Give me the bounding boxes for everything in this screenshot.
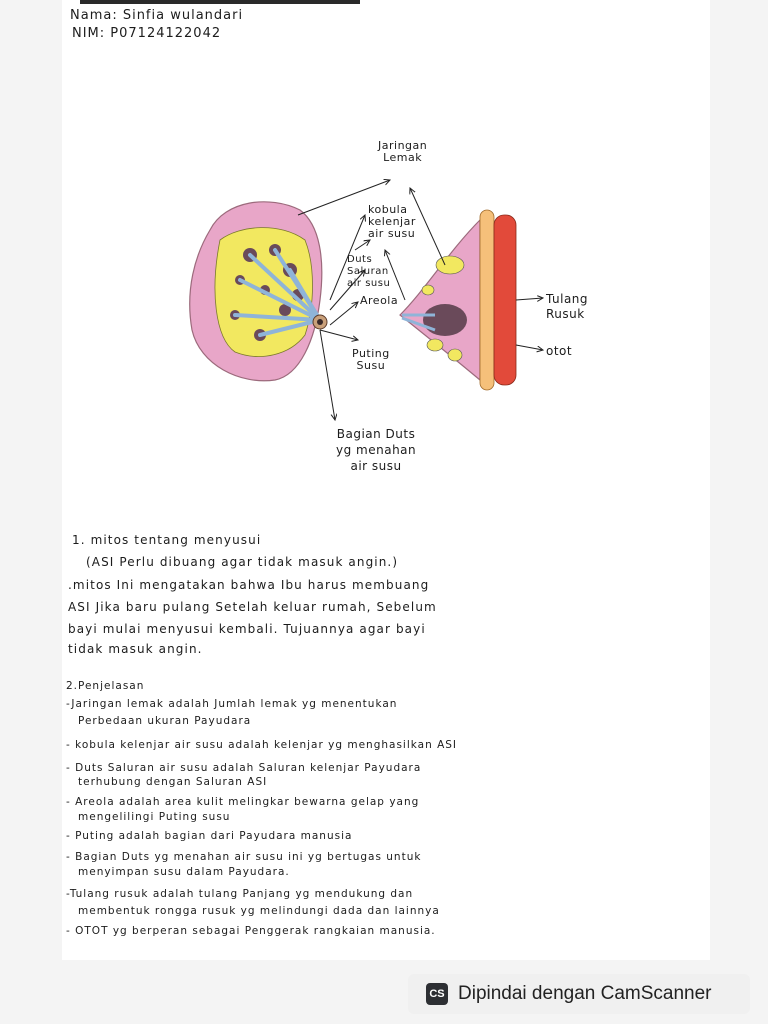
section2-heading: 2.Penjelasan	[66, 680, 145, 692]
section2-line: -Tulang rusuk adalah tulang Panjang yg mendukung dan	[66, 888, 414, 900]
section2-line: membentuk rongga rusuk yg melindungi dada dan lainnya	[78, 905, 440, 917]
label-jaringan-lemak: Jaringan Lemak	[378, 139, 428, 164]
label-areola: Areola	[360, 294, 399, 307]
section1-line: tidak masuk angin.	[68, 642, 203, 656]
section2-line: - OTOT yg berperan sebagai Penggerak rangkaian manusia.	[66, 925, 436, 937]
rib-band	[494, 215, 516, 385]
nim-line: NIM: P07124122042	[72, 26, 222, 41]
label-duts: Duts Saluran air susu	[347, 254, 391, 289]
section2-line: - Puting adalah bagian dari Payudara manusia	[66, 830, 353, 842]
page-top-edge	[80, 0, 360, 4]
name-line: Nama: Sinfia wulandari	[70, 8, 244, 23]
section2-line: - Areola adalah area kulit melingkar bewarna gelap yang	[66, 796, 420, 808]
section1-heading: 1. mitos tentang menyusui	[72, 533, 262, 547]
section1-line: bayi mulai menyusui kembali. Tujuannya agar bayi	[68, 622, 426, 636]
label-otot: otot	[546, 344, 573, 358]
section2-line: - Bagian Duts yg menahan air susu ini yg bertugas untuk	[66, 851, 422, 863]
camscanner-badge	[408, 974, 750, 1014]
side-view-breast	[400, 210, 516, 390]
front-view-breast	[190, 202, 327, 381]
section2-line: Perbedaan ukuran Payudara	[78, 715, 252, 727]
section1-line: ASI Jika baru pulang Setelah keluar rumah, Sebelum	[68, 600, 437, 614]
camscanner-text: Dipindai dengan CamScanner	[458, 983, 712, 1004]
muscle-band	[480, 210, 494, 390]
camscanner-logo-icon: CS	[426, 983, 448, 1005]
section2-line: menyimpan susu dalam Payudara.	[78, 866, 290, 878]
section2-line: mengelilingi Puting susu	[78, 811, 231, 823]
label-puting: Puting Susu	[352, 347, 390, 372]
label-tulang-rusuk: Tulang Rusuk	[546, 292, 589, 321]
section2-line: - kobula kelenjar air susu adalah kelenjar yg menghasilkan ASI	[66, 739, 458, 751]
section1-quote: (ASI Perlu dibuang agar tidak masuk angin.)	[86, 555, 399, 569]
section2-line: terhubung dengan Saluran ASI	[78, 776, 268, 788]
section2-line: - Duts Saluran air susu adalah Saluran kelenjar Payudara	[66, 762, 422, 774]
section2-line: -Jaringan lemak adalah Jumlah lemak yg menentukan	[66, 698, 398, 710]
label-kobula: kobula kelenjar air susu	[368, 203, 416, 240]
label-bagian-duts: Bagian Duts yg menahan air susu	[336, 427, 417, 473]
section1-line: .mitos Ini mengatakan bahwa Ibu harus membuang	[68, 578, 430, 592]
